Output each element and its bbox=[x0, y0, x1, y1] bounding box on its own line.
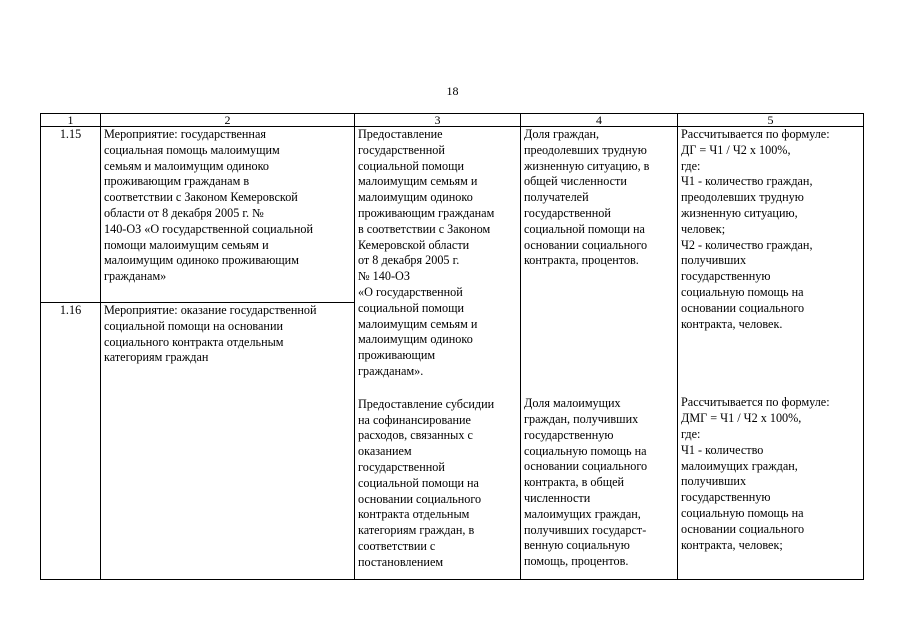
header-col-4: 4 bbox=[521, 114, 678, 127]
provision-text-1: Предоставление государственной социальной помощи малоимущим семьям и малоимущим одиноко проживающим гражданам в соответствии с Законом Кемеровской области от 8 декабря 2005 г. № 140-ОЗ «О государственной социальной помощи малоимущим семьям и малоимущим одиноко проживающим гражданам». bbox=[358, 127, 495, 378]
indicator-cell bbox=[521, 127, 678, 580]
row-number: 1.16 bbox=[41, 303, 101, 580]
indicator-text-1: Доля граждан, преодолевших трудную жизненную ситуацию, в общей численности получателей государственной социальной помощи на основании социального контракта, процентов. bbox=[524, 127, 650, 268]
table-header-row bbox=[41, 114, 864, 127]
formula-cell bbox=[678, 127, 864, 580]
formula-text-2: Рассчитывается по формуле: ДМГ = Ч1 / Ч2 х 100%, где: Ч1 - количество малоимущих граждан, получивших государственную социальную помощь на основании социального контракта, человек; bbox=[681, 395, 830, 552]
event-text: Мероприятие: государственная социальная помощь малоимущим семьям и малоимущим одиноко проживающим гражданам в соответствии с Законом Кемеровской области от 8 декабря 2005 г. № 140-ОЗ «О государственной социальной помощи малоимущим семьям и малоимущим одиноко проживающим гражданам» bbox=[104, 127, 313, 284]
table-row bbox=[41, 127, 864, 303]
header-col-3: 3 bbox=[355, 114, 521, 127]
event-description bbox=[101, 303, 355, 580]
indicators-table bbox=[40, 113, 864, 580]
header-col-1: 1 bbox=[41, 114, 101, 127]
event-description bbox=[101, 127, 355, 303]
header-col-5: 5 bbox=[678, 114, 864, 127]
row-number: 1.15 bbox=[41, 127, 101, 303]
provision-text-2: Предоставление субсидии на софинансирование расходов, связанных с оказанием государственной социальной помощи на основании социального контракта отдельным категориям граждан, в соответствии с постановлением bbox=[358, 396, 495, 569]
provision-cell bbox=[355, 127, 521, 580]
indicator-text-2: Доля малоимущих граждан, получивших государственную социальную помощь на основании социального контракта, в общей численности малоимущих граждан, получивших государст- венную социальную помощь, процентов. bbox=[524, 396, 648, 569]
formula-text-1: Рассчитывается по формуле: ДГ = Ч1 / Ч2 х 100%, где: Ч1 - количество граждан, преодолевших трудную жизненную ситуацию, человек; Ч2 - количество граждан, получивших государственную социальную помощь на основании социального контракта, человек. bbox=[681, 127, 830, 331]
header-col-2: 2 bbox=[101, 114, 355, 127]
page-number: 18 bbox=[446, 84, 459, 98]
event-text: Мероприятие: оказание государственной социальной помощи на основании социального контракта отдельным категориям граждан bbox=[104, 303, 317, 365]
